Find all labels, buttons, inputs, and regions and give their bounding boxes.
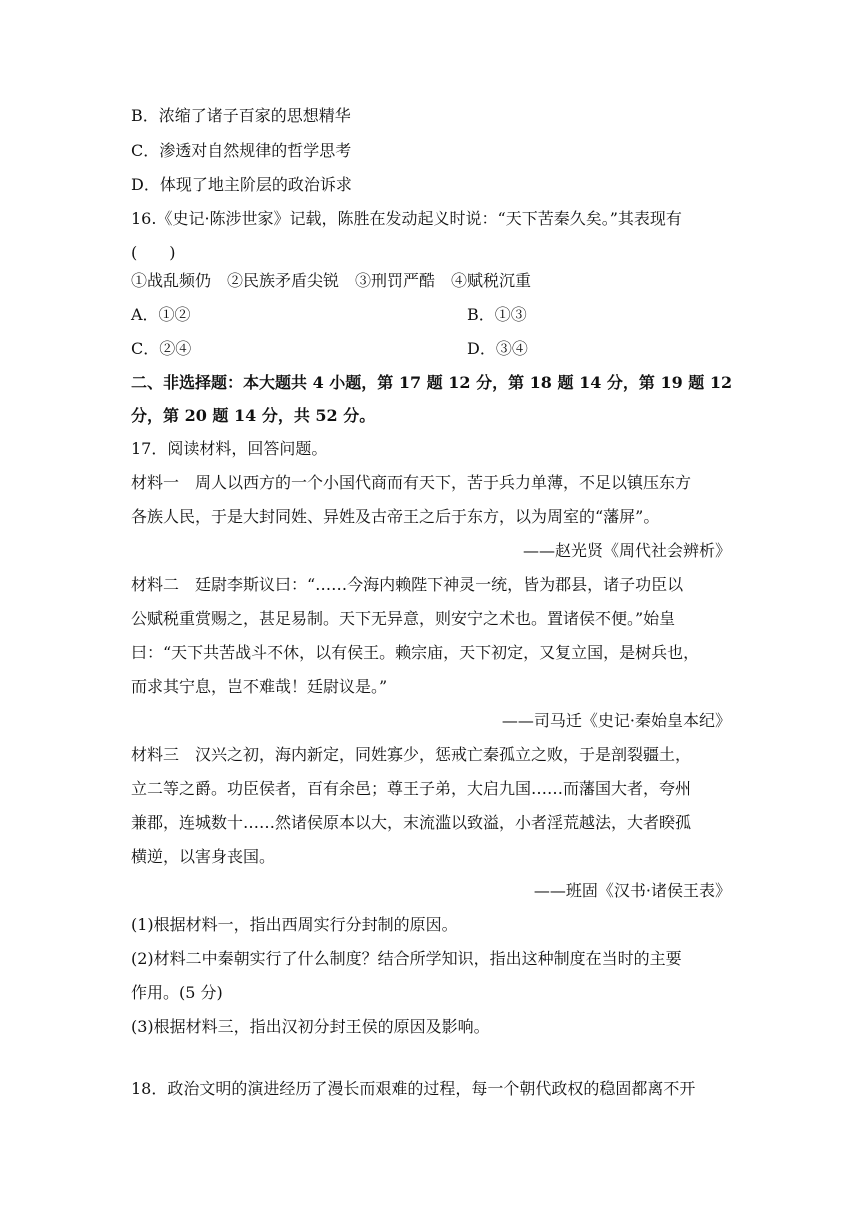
q17-material2-line4: 而求其宁息，岂不难哉！廷尉议是。”: [131, 677, 388, 696]
q17-subquestion-2-line2: 作用。(5 分): [131, 983, 223, 1002]
q17-material2-line3: 曰：“天下共苦战斗不休，以有侯王。赖宗庙，天下初定，又复立国，是树兵也，: [131, 643, 700, 662]
q16-option-a: A．①②: [131, 305, 191, 324]
q17-material3-line4: 横逆，以害身丧国。: [131, 847, 276, 866]
q15-option-d: D．体现了地主阶层的政治诉求: [131, 175, 352, 194]
q17-material3-source: ——班固《汉书·诸侯王表》: [533, 881, 731, 900]
q17-material2-line2: 公赋税重赏赐之，甚足易制。天下无异意，则安宁之术也。置诸侯不便。”始皇: [131, 609, 676, 628]
q17-material3-line1: 材料三 汉兴之初，海内新定，同姓寡少，惩戒亡秦孤立之败，于是剖裂疆土，: [131, 745, 692, 764]
q16-stem-line1: 16.《史记·陈涉世家》记载，陈胜在发动起义时说：“天下苦秦久矣。”其表现有: [131, 209, 682, 228]
q17-material3-line3: 兼郡，连城数十……然诸侯原本以大，末流滥以致溢，小者淫荒越法，大者睽孤: [131, 813, 692, 832]
section2-heading-line2: 分，第 20 题 14 分，共 52 分。: [131, 406, 376, 425]
q17-material1-line1: 材料一 周人以西方的一个小国代商而有天下，苦于兵力单薄，不足以镇压东方: [131, 473, 692, 492]
q17-material2-source: ——司马迁《史记·秦始皇本纪》: [501, 711, 731, 730]
q17-material2-line1: 材料二 廷尉李斯议曰：“……今海内赖陛下神灵一统，皆为郡县，诸子功臣以: [131, 575, 684, 594]
q16-option-d: D．③④: [467, 339, 528, 358]
q15-option-b: B．浓缩了诸子百家的思想精华: [131, 106, 351, 125]
q18-stem-line1: 18．政治文明的演进经历了漫长而艰难的过程，每一个朝代政权的稳固都离不开: [131, 1079, 696, 1098]
section2-heading-line1: 二、非选择题：本大题共 4 小题，第 17 题 12 分，第 18 题 14 分，第 19 题 12: [131, 373, 733, 392]
q17-material1-source: ——赵光贤《周代社会辨析》: [522, 541, 731, 560]
q16-option-b: B．①③: [467, 305, 527, 324]
q17-material1-line2: 各族人民，于是大封同姓、异姓及古帝王之后于东方，以为周室的“藩屏”。: [131, 507, 660, 526]
q17-subquestion-1: (1)根据材料一，指出西周实行分封制的原因。: [131, 915, 458, 934]
q16-stem-line2: ( ): [131, 243, 176, 262]
q17-stem: 17．阅读材料，回答问题。: [131, 439, 328, 458]
q17-subquestion-2-line1: (2)材料二中秦朝实行了什么制度？结合所学知识，指出这种制度在当时的主要: [131, 949, 682, 968]
q17-subquestion-3: (3)根据材料三，指出汉初分封王侯的原因及影响。: [131, 1017, 490, 1036]
q16-option-c: C．②④: [131, 339, 192, 358]
q17-material3-line2: 立二等之爵。功臣侯者，百有余邑；尊王子弟，大启九国……而藩国大者，夸州: [131, 779, 692, 798]
q15-option-c: C．渗透对自然规律的哲学思考: [131, 141, 352, 160]
q16-items: ①战乱频仍 ②民族矛盾尖锐 ③刑罚严酷 ④赋税沉重: [131, 271, 532, 290]
